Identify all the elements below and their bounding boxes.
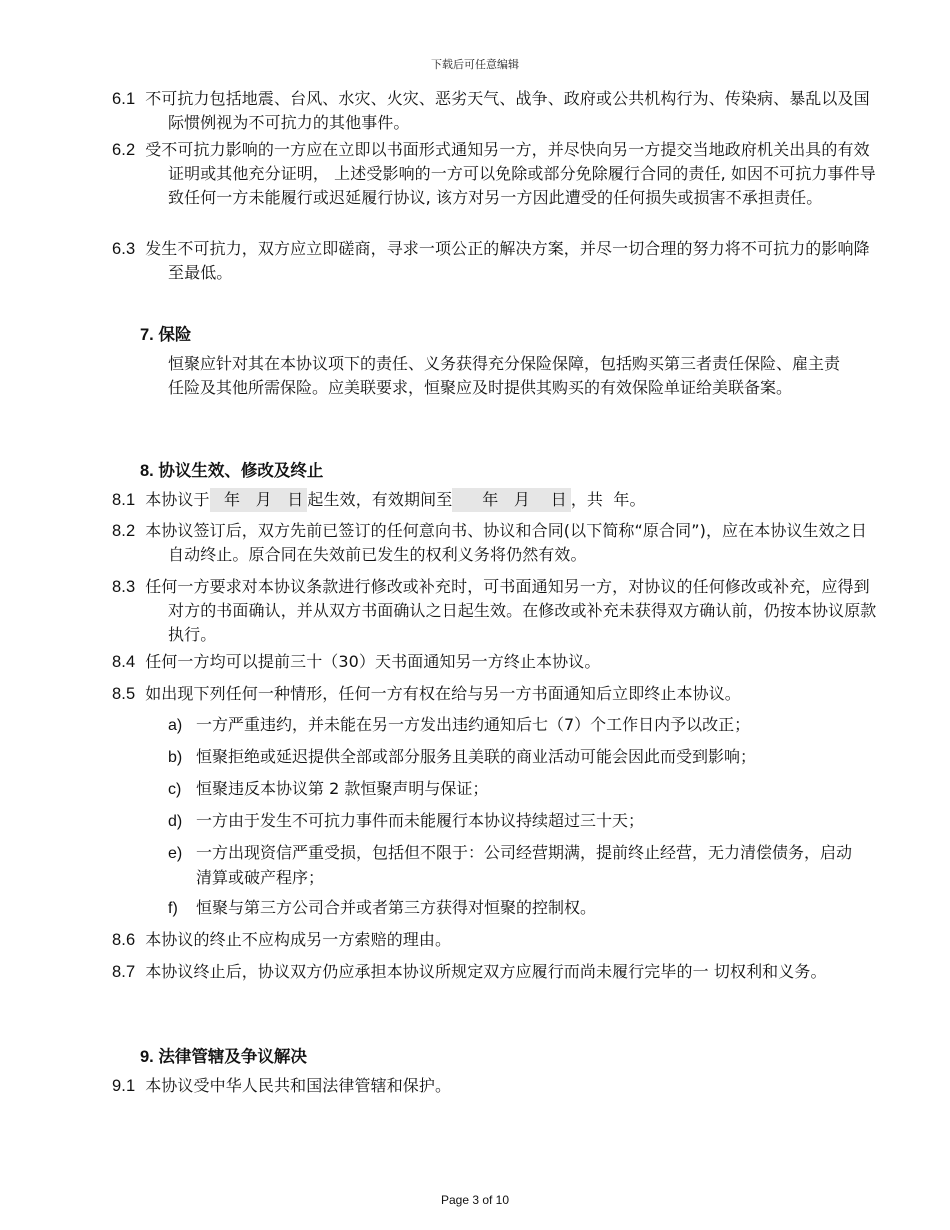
clause-text: 如出现下列任何一种情形，任何一方有权在给与另一方书面通知后立即终止本协议。 <box>145 684 741 703</box>
clause-9-1: 9.1 本协议受中华人民共和国法律管辖和保护。 <box>112 1076 452 1095</box>
section-heading-insurance: 7. 保险 <box>140 326 192 344</box>
list-item-text: 一方严重违约，并未能在另一方发出违约通知后七（7）个工作日内予以改正； <box>196 715 751 734</box>
list-item <box>168 896 852 921</box>
clause-6-1: 6.1 不可抗力包括地震、台风、水灾、火灾、恶劣天气、战争、政府或公共机构行为、传染病、暴乱以及国际惯例视为不可抗力的其他事件。 <box>112 89 870 132</box>
clause-text: 本协议签订后，双方先前已签订的任何意向书、协议和合同(以下简称“原合同”)，应在本协议生效之日自动终止。原合同在失效前已发生的权利义务将仍然有效。 <box>145 521 867 564</box>
clause-8-1: 8.1 本协议于 年 月 日 起生效，有效期间至 年 月 日 ，共 年。 <box>140 488 880 512</box>
clause-8-5: 8.5 如出现下列任何一种情形，任何一方有权在给与另一方书面通知后立即终止本协议。 <box>112 684 741 703</box>
clause-8-3: 8.3 任何一方要求对本协议条款进行修改或补充时，可书面通知另一方，对协议的任何修改或补充，应得到对方的书面确认，并从双方书面确认之日起生效。在修改或补充未获得双方确认前，仍按本协议原款执行。 <box>112 577 877 644</box>
section-heading-effectiveness: 8. 协议生效、修改及终止 <box>140 462 324 480</box>
list-item-text: 一方出现资信严重受损，包括但不限于：公司经营期满，提前终止经营，无力清偿债务，启动清算或破产程序； <box>196 843 853 887</box>
page-footer: Page 3 of 10 <box>440 1193 510 1207</box>
list-item-label: c) <box>168 781 182 798</box>
list-item-text: 恒聚拒绝或延迟提供全部或部分服务且美联的商业活动可能会因此而受到影响； <box>196 747 757 766</box>
page-header: 下载后可任意编辑 <box>431 58 519 71</box>
list-item <box>168 777 852 802</box>
section-heading-jurisdiction: 9. 法律管辖及争议解决 <box>140 1048 307 1066</box>
clause-text-end: ，共 年。 <box>570 490 646 509</box>
list-item <box>168 713 852 738</box>
clause-6-3: 6.3 发生不可抗力，双方应立即磋商，寻求一项公正的解决方案，并尽一切合理的努力将不可抗力的影响降至最低。 <box>112 239 870 282</box>
insurance-paragraph: 恒聚应针对其在本协议项下的责任、义务获得充分保险保障，包括购买第三者责任保险、雇主责任险及其他所需保险。应美联要求，恒聚应及时提供其购买的有效保险单证给美联备案。 <box>168 354 841 397</box>
list-item-label: b) <box>168 749 183 766</box>
clause-text-mid: 起生效，有效期间至 <box>307 490 453 509</box>
clause-text: 任何一方均可以提前三十（30）天书面通知另一方终止本协议。 <box>145 652 601 671</box>
clause-8-4: 8.4 任何一方均可以提前三十（30）天书面通知另一方终止本协议。 <box>112 652 601 671</box>
clause-text: 本协议受中华人民共和国法律管辖和保护。 <box>145 1076 452 1095</box>
list-item-label: d) <box>168 813 183 830</box>
list-item-label: e) <box>168 845 183 862</box>
clause-text: 发生不可抗力，双方应立即磋商，寻求一项公正的解决方案，并尽一切合理的努力将不可抗力的影响降至最低。 <box>145 239 870 282</box>
clause-text: 不可抗力包括地震、台风、水灾、火灾、恶劣天气、战争、政府或公共机构行为、传染病、暴乱以及国际惯例视为不可抗力的其他事件。 <box>145 89 870 132</box>
list-item-text: 恒聚违反本协议第 2 款恒聚声明与保证； <box>196 779 489 798</box>
list-item-label: a) <box>168 717 183 734</box>
clause-text-start: 本协议于 <box>145 490 210 509</box>
list-item <box>168 809 852 834</box>
clause-6-2: 6.2 受不可抗力影响的一方应在立即以书面形式通知另一方，并尽快向另一方提交当地政府机关出具的有效证明或其他充分证明， 上述受影响的一方可以免除或部分免除履行合同的责任, 如因不可抗力事件导致任何一方未能履行或迟延履行协议, 该方对另一方因此遭受的任何损失或损害不承担责任。 <box>112 140 876 207</box>
clause-text: 本协议的终止不应构成另一方索赔的理由。 <box>145 930 452 949</box>
end-date-field[interactable]: 年 月 日 <box>452 488 571 512</box>
clause-8-2: 8.2 本协议签订后，双方先前已签订的任何意向书、协议和合同(以下简称“原合同”)，应在本协议生效之日自动终止。原合同在失效前已发生的权利义务将仍然有效。 <box>112 521 867 564</box>
list-item <box>168 841 852 890</box>
clause-text: 本协议终止后，协议双方仍应承担本协议所规定双方应履行而尚未履行完毕的一 切权利和义务。 <box>145 962 827 981</box>
list-item-text: 恒聚与第三方公司合并或者第三方获得对恒聚的控制权。 <box>196 898 597 917</box>
clause-text: 受不可抗力影响的一方应在立即以书面形式通知另一方，并尽快向另一方提交当地政府机关出具的有效证明或其他充分证明， 上述受影响的一方可以免除或部分免除履行合同的责任, 如因不可抗力事件导致任何一方未能履行或迟延履行协议, 该方对另一方因此遭受的任何损失或损害不承担责任。 <box>145 140 876 207</box>
list-item-text: 一方由于发生不可抗力事件而未能履行本协议持续超过三十天； <box>196 811 645 830</box>
clause-8-7: 8.7 本协议终止后，协议双方仍应承担本协议所规定双方应履行而尚未履行完毕的一 切权利和义务。 <box>112 962 827 981</box>
list-item <box>168 745 852 770</box>
clause-text: 任何一方要求对本协议条款进行修改或补充时，可书面通知另一方，对协议的任何修改或补充，应得到对方的书面确认，并从双方书面确认之日起生效。在修改或补充未获得双方确认前，仍按本协议原款执行。 <box>145 577 877 644</box>
clause-8-6: 8.6 本协议的终止不应构成另一方索赔的理由。 <box>112 930 452 949</box>
list-item-label: f) <box>168 900 178 917</box>
start-date-field[interactable]: 年 月 日 <box>210 488 308 512</box>
